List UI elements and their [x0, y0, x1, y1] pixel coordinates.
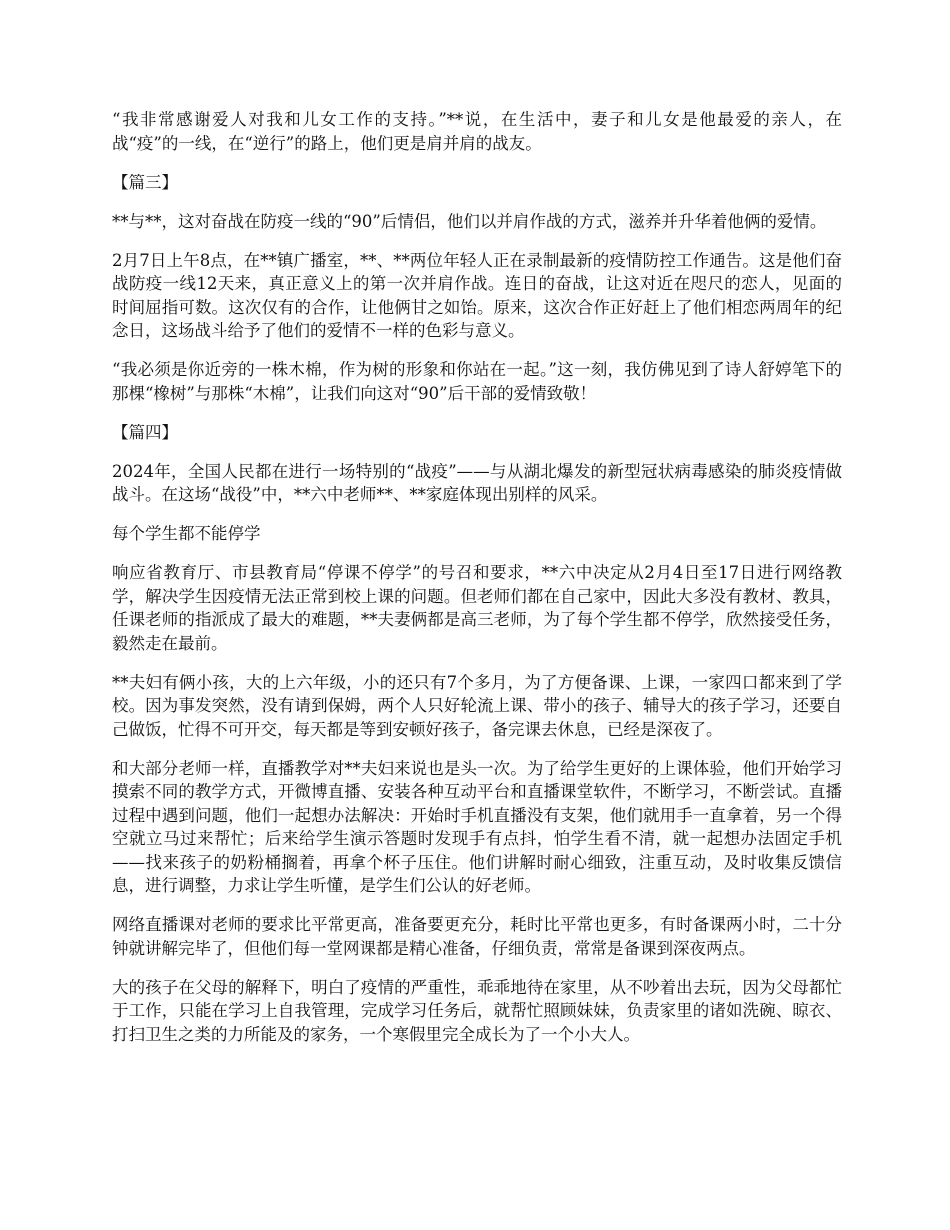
paragraph: 响应省教育厅、市县教育局“停课不停学”的号召和要求，**六中决定从2月4日至17日进行网络教学，解决学生因疫情无法正常到校上课的问题。但老师们都在自己家中，因此大多没有教材、教具，任课老师的指派成了最大的难题，**夫妻俩都是高三老师，为了每个学生都不停学，欣然接受任务，毅然走在最前。	[112, 563, 842, 653]
paragraph: 网络直播课对老师的要求比平常更高，准备要更充分，耗时比平常也更多，有时备课两小时，二十分钟就讲解完毕了，但他们每一堂网课都是精心准备，仔细负责，常常是备课到深夜两点。	[112, 915, 842, 958]
paragraph: “我非常感谢爱人对我和儿女工作的支持。”**说，在生活中，妻子和儿女是他最爱的亲人，在战“疫”的一线，在“逆行”的路上，他们更是肩并肩的战友。	[112, 110, 842, 153]
paragraph: **夫妇有俩小孩，大的上六年级，小的还只有7个多月，为了方便备课、上课，一家四口都来到了学校。因为事发突然，没有请到保姆，两个人只好轮流上课、带小的孩子、辅导大的孩子学习，还要自己做饭，忙得不可开交，每天都是等到安顿好孩子，备完课去休息，已经是深夜了。	[112, 672, 842, 739]
paragraph: 和大部分老师一样，直播教学对**夫妇来说也是头一次。为了给学生更好的上课体验，他们开始学习摸索不同的教学方式，开微博直播、安装各种互动平台和直播课堂软件，不断学习，不断尝试。直播过程中遇到问题，他们一起想办法解决：开始时手机直播没有支架，他们就用手一直拿着，另一个得空就立马过来帮忙；后来给学生演示答题时发现手有点抖，怕学生看不清，就一起想办法固定手机——找来孩子的奶粉桶搁着，再拿个杯子压住。他们讲解时耐心细致，注重互动，及时收集反馈信息，进行调整，力求让学生听懂，是学生们公认的好老师。	[112, 758, 842, 895]
subheading: 每个学生都不能停学	[112, 524, 261, 543]
paragraph: 2月7日上午8点，在**镇广播室，**、**两位年轻人正在录制最新的疫情防控工作通告。这是他们奋战防疫一线12天来，真正意义上的第一次并肩作战。连日的奋战，让这对近在咫尺的恋人，见面的时间屈指可数。这次仅有的合作，让他俩甘之如饴。原来，这次合作正好赶上了他们相恋两周年的纪念日，这场战斗给予了他们的爱情不一样的色彩与意义。	[112, 250, 842, 340]
section-heading: 【篇三】	[112, 172, 178, 192]
paragraph: 大的孩子在父母的解释下，明白了疫情的严重性，乖乖地待在家里，从不吵着出去玩，因为父母都忙于工作，只能在学习上自我管理，完成学习任务后，就帮忙照顾妹妹，负责家里的诸如洗碗、晾衣、打扫卫生之类的力所能及的家务，一个寒假里完全成长为了一个小大人。	[112, 977, 842, 1044]
document-page	[112, 108, 842, 1062]
paragraph: “我必须是你近旁的一株木棉，作为树的形象和你站在一起。”这一刻，我仿佛见到了诗人舒婷笔下的那棵“橡树”与那株“木棉”，让我们向这对“90”后干部的爱情致敬！	[112, 360, 842, 403]
paragraph: **与**，这对奋战在防疫一线的“90”后情侣，他们以并肩作战的方式，滋养并升华着他俩的爱情。	[112, 211, 827, 231]
section-heading: 【篇四】	[112, 422, 178, 442]
paragraph: 2024年，全国人民都在进行一场特别的“战疫”——与从湖北爆发的新型冠状病毒感染的肺炎疫情做战斗。在这场“战役”中，**六中老师**、**家庭体现出别样的风采。	[112, 461, 842, 504]
